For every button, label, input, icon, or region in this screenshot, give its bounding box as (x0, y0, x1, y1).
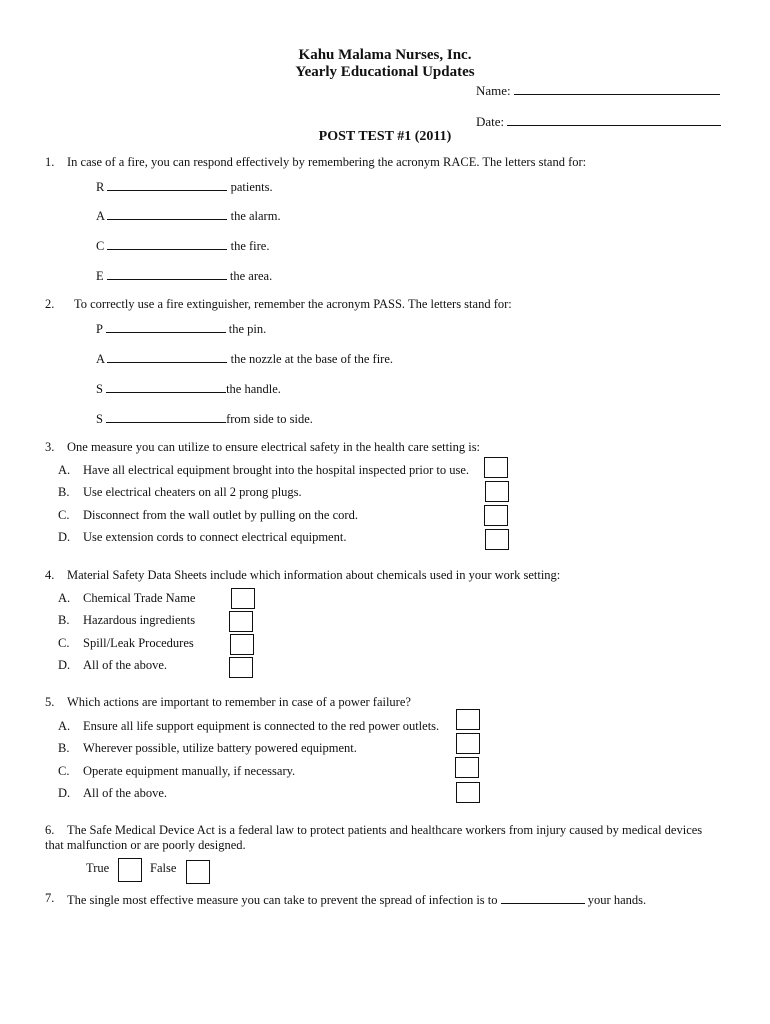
q1-text: In case of a fire, you can respond effectively by remembering the acronym RACE. The letters stand for: (67, 155, 587, 169)
q4-option-letter: D. (58, 658, 71, 672)
q7-number: 7. (45, 891, 55, 905)
date-label: Date: (476, 114, 505, 129)
q2-item: A the nozzle at the base of the fire. (96, 352, 394, 366)
q3-checkbox-b[interactable] (485, 481, 509, 502)
subtitle: Yearly Educational Updates (295, 64, 475, 80)
q4-checkbox-a[interactable] (231, 588, 255, 609)
date-line[interactable] (507, 113, 721, 126)
q5-option-text: Ensure all life support equipment is connected to the red power outlets. (83, 719, 440, 733)
q4-checkbox-b[interactable] (229, 611, 253, 632)
q2-item: S the handle. (96, 382, 281, 396)
q6-number: 6. (45, 823, 55, 837)
q4-option-letter: C. (58, 636, 70, 650)
q2-number: 2. (45, 297, 55, 311)
answer-blank[interactable] (107, 207, 227, 220)
false-label: False (150, 861, 177, 875)
q5-checkbox-b[interactable] (456, 733, 480, 754)
date-field[interactable] (476, 113, 721, 130)
q2-item: P the pin. (96, 322, 267, 336)
q7-text (67, 891, 646, 908)
q3-option-text: Have all electrical equipment brought into the hospital inspected prior to use. (83, 463, 469, 477)
q2-item: S from side to side. (96, 412, 313, 426)
q5-checkbox-c[interactable] (455, 757, 479, 778)
name-line[interactable] (514, 82, 720, 95)
false-checkbox[interactable] (186, 860, 210, 884)
q1-item: R patients. (96, 180, 273, 194)
q2-text: To correctly use a fire extinguisher, remember the acronym PASS. The letters stand for: (74, 297, 512, 311)
q5-option-text: All of the above. (83, 786, 168, 800)
q3-option-letter: B. (58, 485, 70, 499)
q4-option-text: Hazardous ingredients (83, 613, 196, 627)
q3-option-letter: C. (58, 508, 70, 522)
q3-option-text: Disconnect from the wall outlet by pulling on the cord. (83, 508, 358, 522)
q3-option-letter: A. (58, 463, 71, 477)
q5-option-letter: C. (58, 764, 70, 778)
answer-blank[interactable] (107, 350, 227, 363)
q3-option-text: Use electrical cheaters on all 2 prong plugs. (83, 485, 302, 499)
q3-text: One measure you can utilize to ensure electrical safety in the health care setting is: (67, 440, 481, 454)
q5-checkbox-d[interactable] (456, 782, 480, 803)
q5-text: Which actions are important to remember in case of a power failure? (67, 695, 411, 709)
q5-option-letter: D. (58, 786, 71, 800)
answer-blank[interactable] (106, 320, 226, 333)
q3-checkbox-a[interactable] (484, 457, 508, 478)
q4-text: Material Safety Data Sheets include which information about chemicals used in your work setting: (67, 568, 561, 582)
answer-blank[interactable] (107, 237, 227, 250)
true-checkbox[interactable] (118, 858, 142, 882)
q6-text-line1: The Safe Medical Device Act is a federal law to protect patients and healthcare workers from injury caused by medical devices (67, 823, 703, 837)
q3-number: 3. (45, 440, 55, 454)
q4-option-text: Chemical Trade Name (83, 591, 196, 605)
q4-option-text: Spill/Leak Procedures (83, 636, 194, 650)
q4-number: 4. (45, 568, 55, 582)
name-field[interactable] (476, 82, 720, 99)
q3-option-letter: D. (58, 530, 71, 544)
q4-option-letter: B. (58, 613, 70, 627)
q5-option-letter: B. (58, 741, 70, 755)
q4-checkbox-d[interactable] (229, 657, 253, 678)
answer-blank[interactable] (106, 380, 226, 393)
q1-item: A the alarm. (96, 209, 281, 223)
q6-text-line2: that malfunction or are poorly designed. (45, 838, 246, 852)
org-title: Kahu Malama Nurses, Inc. (298, 47, 472, 63)
name-label: Name: (476, 83, 511, 98)
q5-number: 5. (45, 695, 55, 709)
q5-option-letter: A. (58, 719, 71, 733)
answer-blank[interactable] (107, 178, 227, 191)
q7-prefix: The single most effective measure you can take to prevent the spread of infection is to (67, 893, 498, 907)
answer-blank[interactable] (106, 410, 226, 423)
q5-option-text: Wherever possible, utilize battery powered equipment. (83, 741, 357, 755)
q1-item: E the area. (96, 269, 273, 283)
answer-blank[interactable] (501, 891, 585, 904)
q3-checkbox-c[interactable] (484, 505, 508, 526)
q1-number: 1. (45, 155, 55, 169)
answer-blank[interactable] (107, 267, 227, 280)
q4-option-letter: A. (58, 591, 71, 605)
true-label: True (86, 861, 110, 875)
q3-option-text: Use extension cords to connect electrical equipment. (83, 530, 347, 544)
q5-option-text: Operate equipment manually, if necessary. (83, 764, 296, 778)
test-title: POST TEST #1 (2011) (318, 129, 452, 144)
q4-checkbox-c[interactable] (230, 634, 254, 655)
q3-checkbox-d[interactable] (485, 529, 509, 550)
q1-item: C the fire. (96, 239, 270, 253)
q7-suffix: your hands. (587, 893, 647, 907)
q5-checkbox-a[interactable] (456, 709, 480, 730)
q4-option-text: All of the above. (83, 658, 168, 672)
